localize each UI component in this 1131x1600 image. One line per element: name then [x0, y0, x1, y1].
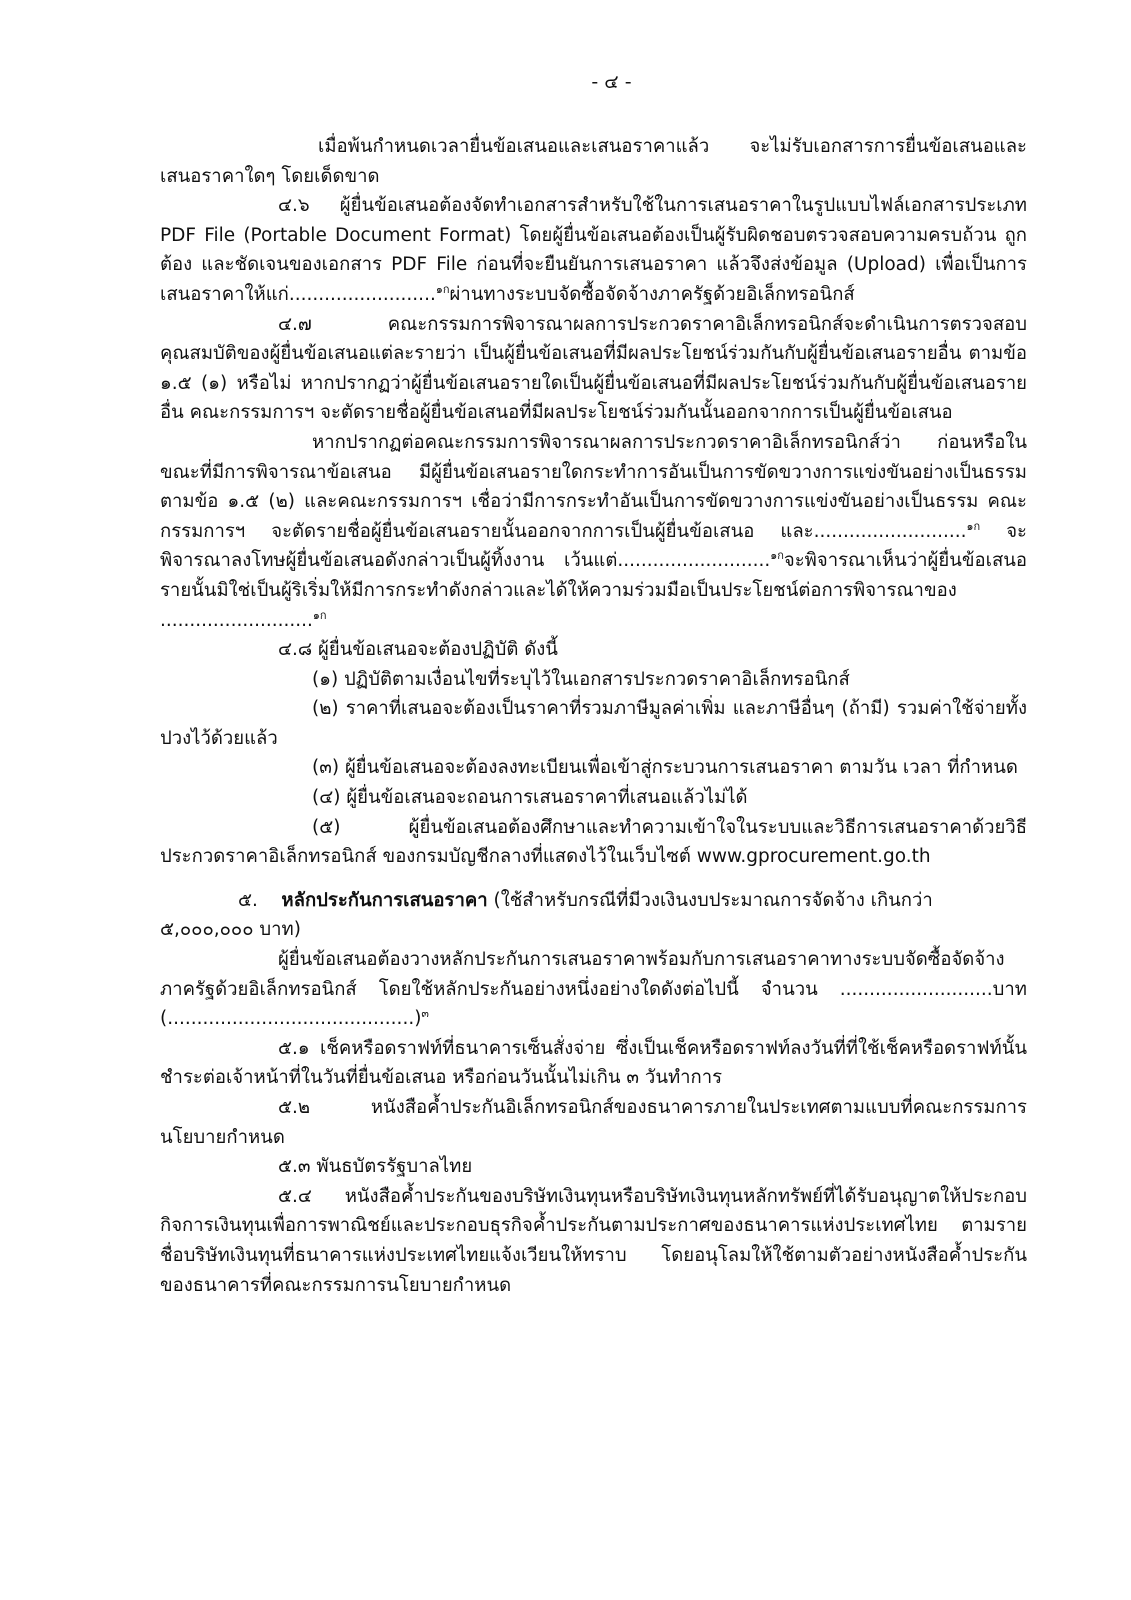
page-number: - ๔ -: [591, 71, 632, 93]
paragraph-collusion: [160, 428, 1027, 635]
paragraph-deadline: เมื่อพ้นกำหนดเวลายื่นข้อเสนอและเสนอราคาแล้ว จะไม่รับเอกสารการยื่นข้อเสนอและเสนอราคาใดๆ โดยเด็ดขาด: [160, 136, 1027, 187]
item-4-8-1: (๑) ปฏิบัติตามเงื่อนไขที่ระบุไว้ในเอกสารประกวดราคาอิเล็กทรอนิกส์: [312, 668, 850, 690]
paragraph-5-2: ๕.๒ หนังสือค้ำประกันอิเล็กทรอนิกส์ของธนาคารภายในประเทศตามแบบที่คณะกรรมการนโยบายกำหนด: [160, 1097, 1027, 1148]
item-4-8-2: (๒) ราคาที่เสนอจะต้องเป็นราคาที่รวมภาษีมูลค่าเพิ่ม และภาษีอื่นๆ (ถ้ามี) รวมค่าใช้จ่ายทั้งปวงไว้ด้วยแล้ว: [160, 698, 1027, 749]
paragraph-5-4: ๕.๔ หนังสือค้ำประกันของบริษัทเงินทุนหรือบริษัทเงินทุนหลักทรัพย์ที่ได้รับอนุญาตให้ประกอบกิจการเงินทุนเพื่อการพาณิชย์และประกอบธุรกิจค้ำประกันตามประกาศของธนาคารแห่งประเทศไทย ตามรายชื่อบริษัทเงินทุนที่ธนาคารแห่งประเทศไทยแจ้งเวียนให้ทราบ โดยอนุโลมให้ใช้ตามตัวอย่างหนังสือค้ำประกันของธนาคารที่คณะกรรมการนโยบายกำหนด: [160, 1185, 1027, 1296]
paragraph-4-6-text-end: ผ่านทางระบบจัดซื้อจัดจ้างภาครัฐด้วยอิเล็กทรอนิกส์: [449, 283, 855, 305]
section-5-note: (ใช้สำหรับกรณีที่มีวงเงินงบประมาณการจัดจ้าง เกินกว่า ๕,๐๐๐,๐๐๐ บาท): [160, 889, 933, 941]
footnote-marker: ๑ก: [312, 608, 327, 622]
paragraph-collusion-text-end: จะพิจารณาเห็นว่าผู้ยื่นข้อเสนอรายนั้นมิใช่เป็นผู้ริเริ่มให้มีการกระทำดังกล่าวและได้ให้ความร่วมมือเป็นประโยชน์ต่อการพิจารณาของ ..........................: [160, 550, 1027, 631]
paragraph-5-intro: [160, 945, 1027, 1034]
paragraph-4-6-text: ๔.๖ ผู้ยื่นข้อเสนอต้องจัดทำเอกสารสำหรับใช้ในการเสนอราคาในรูปแบบไฟล์เอกสารประเภท PDF File (Portable Document Format) โดยผู้ยื่นข้อเสนอต้องเป็นผู้รับผิดชอบตรวจสอบความครบถ้วน ถูกต้อง และชัดเจนของเอกสาร PDF File ก่อนที่จะยืนยันการเสนอราคา แล้วจึงส่งข้อมูล (Upload) เพื่อเป็นการเสนอราคาให้แก่.........................: [160, 195, 1027, 305]
section-5-heading: [160, 886, 1027, 945]
paragraph-4-8: ๔.๘ ผู้ยื่นข้อเสนอจะต้องปฏิบัติ ดังนี้: [278, 639, 558, 661]
paragraph-5-3: ๕.๓ พันธบัตรรัฐบาลไทย: [278, 1156, 473, 1178]
paragraph-collusion-text-middle: จะพิจารณาลงโทษผู้ยื่นข้อเสนอดังกล่าวเป็นผู้ทิ้งงาน เว้นแต่..........................: [160, 520, 1027, 572]
footnote-marker: ๑ก: [770, 549, 784, 563]
paragraph-4-7: ๔.๗ คณะกรรมการพิจารณาผลการประกวดราคาอิเล็กทรอนิกส์จะดำเนินการตรวจสอบคุณสมบัติของผู้ยื่นข้อเสนอแต่ละรายว่า เป็นผู้ยื่นข้อเสนอที่มีผลประโยชน์ร่วมกันกับผู้ยื่นข้อเสนอรายอื่น ตามข้อ ๑.๕ (๑) หรือไม่ หากปรากฏว่าผู้ยื่นข้อเสนอรายใดเป็นผู้ยื่นข้อเสนอที่มีผลประโยชน์ร่วมกันกับผู้ยื่นข้อเสนอรายอื่น คณะกรรมการฯ จะตัดรายชื่อผู้ยื่นข้อเสนอที่มีผลประโยชน์ร่วมกันนั้นออกจากการเป็นผู้ยื่นข้อเสนอ: [160, 313, 1027, 424]
footnote-marker: ๓: [421, 1007, 429, 1021]
footnote-marker: ๑ก: [966, 519, 981, 533]
item-4-8-4: (๔) ผู้ยื่นข้อเสนอจะถอนการเสนอราคาที่เสนอแล้วไม่ได้: [312, 787, 748, 809]
paragraph-5-intro-text: ผู้ยื่นข้อเสนอต้องวางหลักประกันการเสนอราคาพร้อมกับการเสนอราคาทางระบบจัดซื้อจัดจ้างภาครัฐด้วยอิเล็กทรอนิกส์ โดยใช้หลักประกันอย่างหนึ่งอย่างใดดังต่อไปนี้ จำนวน ..........................บาท (..........................................): [160, 949, 1027, 1030]
paragraph-4-6: [160, 191, 1027, 309]
paragraph-5-1: ๕.๑ เช็คหรือดราฟท์ที่ธนาคารเซ็นสั่งจ่าย ซึ่งเป็นเช็คหรือดราฟท์ลงวันที่ที่ใช้เช็คหรือดราฟท์นั้นชำระต่อเจ้าหน้าที่ในวันที่ยื่นข้อเสนอ หรือก่อนวันนั้นไม่เกิน ๓ วันทำการ: [160, 1037, 1027, 1089]
item-4-8-3: (๓) ผู้ยื่นข้อเสนอจะต้องลงทะเบียนเพื่อเข้าสู่กระบวนการเสนอราคา ตามวัน เวลา ที่กำหนด: [312, 757, 1018, 779]
footnote-marker: ๑ก: [435, 282, 450, 296]
paragraph-collusion-text: หากปรากฏต่อคณะกรรมการพิจารณาผลการประกวดราคาอิเล็กทรอนิกส์ว่า ก่อนหรือในขณะที่มีการพิจารณาข้อเสนอ มีผู้ยื่นข้อเสนอรายใดกระทำการอันเป็นการขัดขวางการแข่งขันอย่างเป็นธรรม ตามข้อ ๑.๕ (๒) และคณะกรรมการฯ เชื่อว่ามีการกระทำอันเป็นการขัดขวางการแข่งขันอย่างเป็นธรรม คณะกรรมการฯ จะตัดรายชื่อผู้ยื่นข้อเสนอรายนั้นออกจากการเป็นผู้ยื่นข้อเสนอ และ..........................: [160, 431, 1027, 542]
section-5-number: ๕.: [238, 889, 258, 911]
item-4-8-5: (๕) ผู้ยื่นข้อเสนอต้องศึกษาและทำความเข้าใจในระบบและวิธีการเสนอราคาด้วยวิธีประกวดราคาอิเล็กทรอนิกส์ ของกรมบัญชีกลางที่แสดงไว้ในเว็บไซต์ www.gprocurement.go.th: [160, 816, 1027, 868]
section-5-title: หลักประกันการเสนอราคา: [281, 889, 488, 911]
